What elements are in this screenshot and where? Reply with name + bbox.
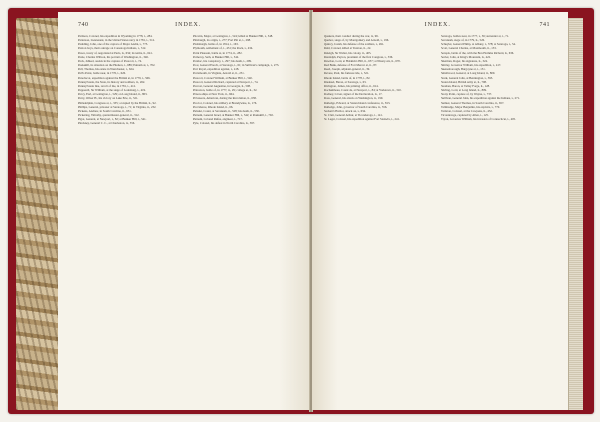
index-entry: Stark, General John, at Bennington, i., 393. <box>441 75 493 80</box>
index-entry: Providence, Rhode Island, ii., 66. <box>193 104 234 109</box>
index-entry: St. Clair, General Arthur, at Ticonderoga, i., 141. <box>324 112 383 117</box>
right-page <box>312 12 568 410</box>
index-entry: Riedesel, Baron, at Saratoga, i., 63. <box>324 79 367 84</box>
index-entry: St. Leger, Colonel, his expedition against Fort Stanwix, i., 241. <box>324 117 400 122</box>
index-entry: Pepperell, Sir William, at the siege of Louisburg, i., 419. <box>78 88 146 93</box>
right-running-head <box>324 22 550 28</box>
index-entry: Sevier, John, at King's Mountain, ii., 422. <box>441 54 491 59</box>
index-entry: Princeton, battle of, in 1777, ii., 29; college at, ii., 32. <box>193 88 258 93</box>
index-entry: Pickering, Timothy, quartermaster-general, ii., 312. <box>78 112 140 117</box>
index-entry: Putnam, General Israel, at Bunker Hill, i., 542; at Peekskill, i., 702. <box>193 112 274 117</box>
left-running-head <box>78 22 300 28</box>
index-entry: Pitcairn, Major, at Lexington, i., 524; killed at Bunker Hill, i., 548. <box>193 34 274 38</box>
index-entry: Quincy, Josiah, his defense of the soldiers, i., 491. <box>324 42 385 47</box>
index-entry: Percy, Earl, at Lexington, i., 529; on Long Island, ii., 803. <box>78 92 148 97</box>
index-entry: Steuben, Baron, at Valley Forge, ii., 128. <box>441 83 490 88</box>
index-entry: Port Royal, expedition against, i., 418. <box>193 67 240 72</box>
index-entry: Tryon, Governor William, his invasion of Connecticut, i., 405. <box>441 117 516 122</box>
right-index-columns <box>324 34 550 406</box>
left-index-columns <box>78 34 300 406</box>
index-entry: Rhode Island, battle of, in 1778, i., 82. <box>324 75 371 80</box>
index-entry: Philadelphia, Congress at, i., 335; occupied by the British, ii., 92. <box>78 100 157 105</box>
index-entry: Peekskill, its situation on the Hudson, i., 689; Putnam at, i., 702. <box>78 63 156 68</box>
index-entry: Serapis, battle of the, with the Bon Homme Richard, ii., 636. <box>441 50 514 55</box>
page-edge-right <box>568 18 583 410</box>
index-entry: Tallmadge, Major Benjamin, his exploits, i., 770. <box>441 104 500 109</box>
index-entry: Rahl, Colonel, killed at Trenton, ii., 22. <box>324 46 372 51</box>
index-entry: Peace, treaty of, negotiated at Paris, ii., 634; its terms, ii., 641. <box>78 50 153 55</box>
index-entry: Paxton boys, their outrage on Conestoga Indians, i., 312. <box>78 46 147 51</box>
index-entry: Pennsylvania, the State, its history and soldiers, ii., 262. <box>78 79 146 84</box>
index-entry: Sherman, Roger, his signature, ii., 324. <box>441 58 488 63</box>
index-entry: Sackett's Harbor, attack on, i., 634. <box>324 108 366 113</box>
index-entry: Pell, Thomas, his estate in Westchester, i., 624. <box>78 67 135 72</box>
index-entry: Point Pleasant, battle at, in 1774, ii., 282. <box>193 50 243 55</box>
marbled-page-edge <box>16 18 58 410</box>
index-entry: Portsmouth, in Virginia, Arnold at, ii., 231. <box>193 71 245 76</box>
index-entry: Privateers, American, during the Revolution, ii., 638. <box>193 96 257 101</box>
index-entry: Rochambeau, Count de, at Newport, i., 84; at Yorktown, ii., 310. <box>324 88 402 93</box>
index-entry: Pennsylvania line, revolt of the, in 1781, i., 412. <box>78 83 136 88</box>
index-entry: Red Bank, defense of Fort Mercer at, ii., 87. <box>324 63 378 68</box>
index-entry: Saratoga, battles near, in 1777, i., 56; surrender at, i., 71. <box>441 34 509 38</box>
index-entry: Stony Point, capture of, by Wayne, i., 737. <box>441 92 492 97</box>
index-entry: Reed, Joseph, adjutant-general, ii., 39. <box>324 67 370 72</box>
index-entry: Plattsburgh, battle of, in 1814, i., 163. <box>193 42 239 47</box>
left-page-number: 740 <box>78 22 89 28</box>
index-entry: Rodney, Cæsar, signer of the Declaration, ii., 17. <box>324 92 383 97</box>
index-entry: Pattison, Colonel, his expedition in Wyoming in 1778, i., 284. <box>78 34 153 38</box>
left-column-2 <box>193 34 300 406</box>
index-entry: Prescott, General Richard, captured at Newport, i., 74. <box>193 79 259 84</box>
index-entry: Randolph, Peyton, president of the first Congress, i., 336. <box>324 54 393 59</box>
right-column-1 <box>324 34 433 406</box>
index-entry: Pinckney, General C. C., at Charleston, ii., 556. <box>78 121 136 126</box>
index-entry: Rawdon, Lord, at Hobkirk's Hill, ii., 657; at Ninety-six, ii., 670. <box>324 58 401 63</box>
index-entry: Skenesborough, Burgoyne at, i., 151. <box>441 67 486 72</box>
index-entry: Proctor, Colonel, his artillery at Brandywine, ii., 176. <box>193 100 257 105</box>
index-entry: Rutledge, John, governor of South Carolina, ii., 556. <box>324 104 388 109</box>
index-entry: Stirling, Lord, at Long Island, ii., 809. <box>441 88 487 93</box>
index-entry: Pyle, Colonel, his defeat in North Carolina, ii., 397. <box>193 121 255 126</box>
index-entry: Staten Island, British army at, ii., 798. <box>441 79 487 84</box>
index-entry: Pomeroy, Seth, at Bunker Hill, i., 542. <box>193 54 239 59</box>
index-entry: Pigot, General, at Newport, i., 82; at Bunker Hill, i., 541. <box>78 117 147 122</box>
index-entry: Peck, Jahleel, assists in the capture of Prescott, i., 74. <box>78 58 142 63</box>
index-entry: Prescott, Colonel William, at Bunker Hill, i., 540. <box>193 75 253 80</box>
index-entry: Pittsburgh, its origin, i., 277; Fort Pitt at, i., 298. <box>193 38 251 43</box>
index-entry: Perry, Oliver H., his victory on Lake Erie, ii., 521. <box>78 96 139 101</box>
index-entry: Penobscot, expedition against the British at, in 1779, i., 566. <box>78 75 151 80</box>
index-entry: Revere, Paul, his famous ride, i., 521. <box>324 71 370 76</box>
left-column-1 <box>78 34 185 406</box>
index-entry: Pontiac, his conspiracy, i., 297; his death, i., 299. <box>193 58 252 63</box>
index-entry: Poor, General Enoch, at Saratoga, i., 61; in Sullivan's campaign, i., 273. <box>193 63 280 68</box>
index-entry: Patterson, Lieutenant, in the United States navy in 1781, i., 512. <box>78 38 155 43</box>
index-entry: Smallwood, General, at Long Island, ii., 809. <box>441 71 496 76</box>
index-entry: Tarleton, Colonel, at the Cowpens, ii., 432. <box>441 108 493 113</box>
index-entry: Scott, General Charles, at Monmouth, ii., 153. <box>441 46 497 51</box>
index-entry: Savannah, siege of, in 1779, ii., 526. <box>441 38 485 43</box>
index-entry: Quakers, their conduct during the war, ii., 96. <box>324 34 379 38</box>
index-entry: Shirley, Governor William, his expedition, i., 417. <box>441 63 502 68</box>
index-entry: Pickens, Andrew, in South Carolina, ii., 651. <box>78 108 132 113</box>
index-entry: Sullivan, General John, his expedition against the Indians, i., 271. <box>441 96 520 101</box>
index-entry: Raleigh, Sir Walter, his colony, ii., 405. <box>324 50 372 55</box>
index-entry: Prison-ships at New York, ii., 664. <box>193 92 235 97</box>
left-page <box>58 12 310 410</box>
index-entry: Pulaski, Count, at Savannah, ii., 528; his death, ii., 530. <box>193 108 260 113</box>
index-entry: Sumter, General Thomas, in South Carolina, ii., 657. <box>441 100 505 105</box>
index-entry: Phillips, General, prisoner at Saratoga, i., 71; in Virginia, ii., 232. <box>78 104 157 109</box>
index-entry: Plymouth, settlement of, i., 431; the Rock, i., 434. <box>193 46 253 51</box>
index-entry: Ross, General, his attack on Washington, ii., 199. <box>324 96 384 101</box>
right-running-title: INDEX. <box>424 22 451 28</box>
right-column-2 <box>441 34 550 406</box>
index-entry: Prevost, General Augustine, in Georgia, ii., 508. <box>193 83 251 88</box>
index-entry: Paulding, John, one of the captors of Major André, i., 773. <box>78 42 148 47</box>
index-entry: Schuyler, General Philip, at Albany, i., 378; at Saratoga, i., 54. <box>441 42 516 47</box>
index-entry: Peale, Charles Willson, his portrait of Washington, ii., 346. <box>78 54 149 59</box>
index-entry: Quebec, siege of, by Montgomery and Arnold, i., 196. <box>324 38 389 43</box>
right-page-number: 741 <box>539 22 550 28</box>
index-entry: Ticonderoga, captured by Allen, i., 125. <box>441 112 489 117</box>
left-running-title: INDEX. <box>175 22 202 28</box>
index-entry: Rivington, James, his printing office, ii., 614. <box>324 83 379 88</box>
index-entry: Rutledge, Edward, at Staten Island conference, ii., 813. <box>324 100 391 105</box>
index-entry: Putnam, Colonel Rufus, engineer, i., 717. <box>193 117 243 122</box>
index-entry: Pell's Point, battle near, in 1776, i., 626. <box>78 71 126 76</box>
